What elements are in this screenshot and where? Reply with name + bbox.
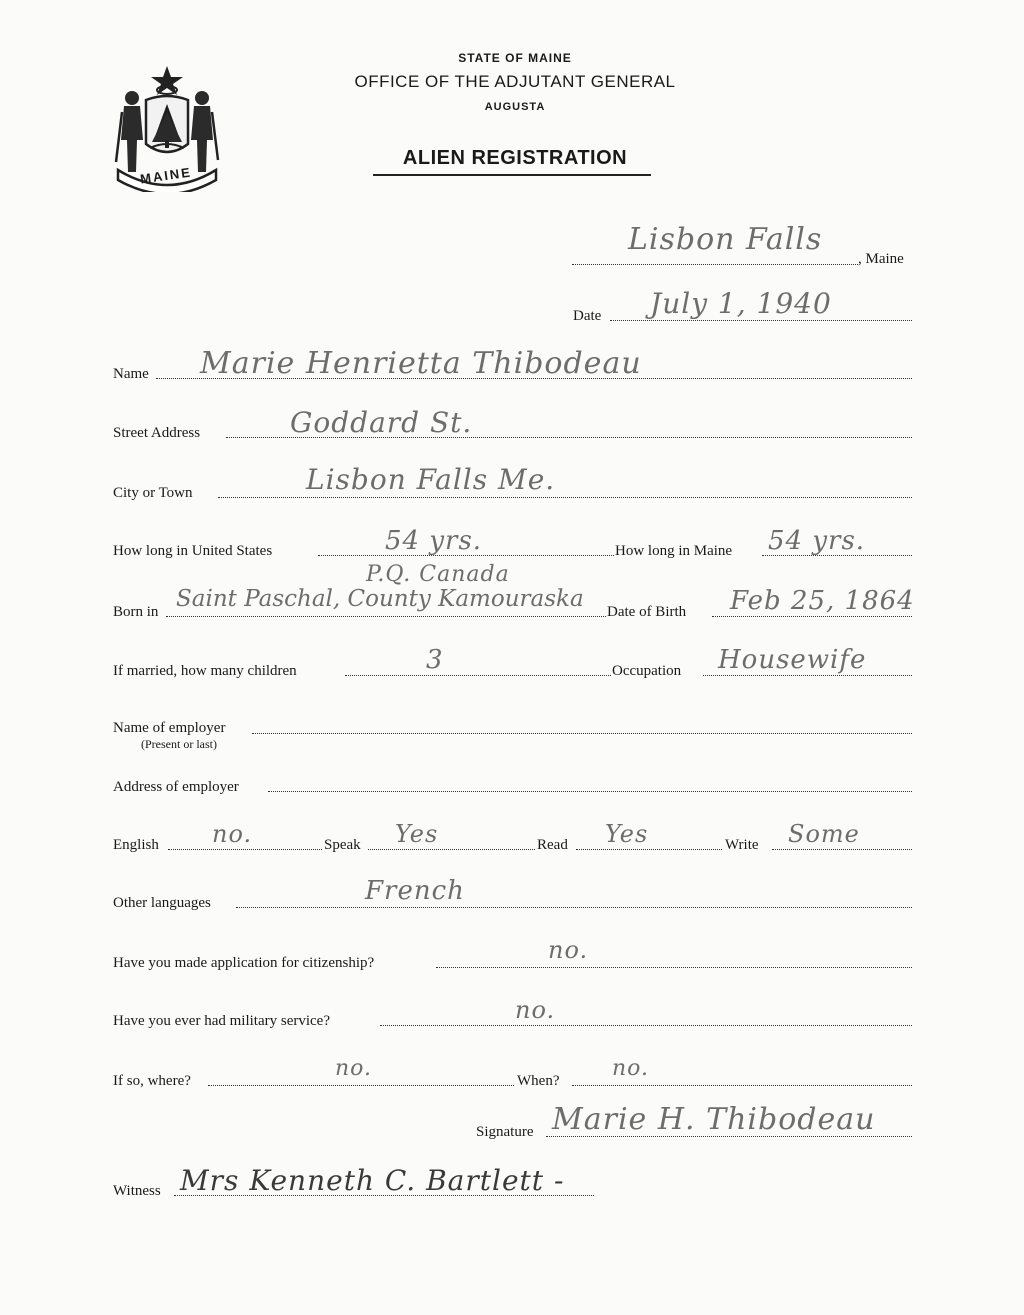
date-label: Date xyxy=(573,308,602,324)
date-value: July 1, 1940 xyxy=(650,287,832,320)
signature-value: Marie H. Thibodeau xyxy=(552,1102,876,1137)
military-value: no. xyxy=(515,996,556,1024)
maine-duration-label: How long in Maine xyxy=(615,543,733,559)
children-label: If married, how many children xyxy=(113,663,297,679)
dob-value: Feb 25, 1864 xyxy=(730,586,915,616)
title-underline xyxy=(373,174,651,176)
birthplace-line2: Saint Paschal, County Kamouraska xyxy=(176,586,584,612)
citizenship-value: no. xyxy=(548,936,589,964)
town-value: Lisbon Falls xyxy=(628,222,823,257)
children-value: 3 xyxy=(426,645,444,675)
city-value: Lisbon Falls Me. xyxy=(306,463,556,496)
name-label: Name xyxy=(113,366,149,382)
street-label: Street Address xyxy=(113,425,201,441)
city-label: City or Town xyxy=(113,485,193,501)
name-value: Marie Henrietta Thibodeau xyxy=(200,346,642,381)
seal-label: MAINE xyxy=(139,164,193,187)
employer-label: Name of employer xyxy=(113,720,226,736)
speak-value: Yes xyxy=(395,820,439,848)
where-value: no. xyxy=(335,1056,373,1081)
witness-value: Mrs Kenneth C. Bartlett - xyxy=(180,1164,565,1197)
us-duration-value: 54 yrs. xyxy=(385,526,483,556)
state-heading: STATE OF MAINE xyxy=(458,51,572,65)
english-label: English xyxy=(113,837,159,853)
citizenship-label: Have you made application for citizenship? xyxy=(113,955,375,971)
when-label: When? xyxy=(517,1073,560,1089)
city-heading: AUGUSTA xyxy=(484,101,546,113)
other-languages-label: Other languages xyxy=(113,895,211,911)
us-duration-label: How long in United States xyxy=(113,543,273,559)
occupation-value: Housewife xyxy=(718,645,867,675)
write-value: Some xyxy=(788,820,860,848)
street-value: Goddard St. xyxy=(290,406,473,439)
where-label: If so, where? xyxy=(113,1073,191,1089)
witness-label: Witness xyxy=(113,1183,161,1199)
born-label: Born in xyxy=(113,604,159,620)
signature-label: Signature xyxy=(476,1124,534,1140)
read-label: Read xyxy=(537,837,568,853)
write-label: Write xyxy=(725,837,759,853)
occupation-label: Occupation xyxy=(612,663,682,679)
birthplace-line1: P.Q. Canada xyxy=(366,562,510,587)
page-title: ALIEN REGISTRATION xyxy=(402,147,628,169)
read-value: Yes xyxy=(605,820,649,848)
military-label: Have you ever had military service? xyxy=(113,1013,330,1029)
town-suffix: , Maine xyxy=(858,251,904,267)
speak-label: Speak xyxy=(324,837,361,853)
employer-address-label: Address of employer xyxy=(113,779,239,795)
when-value: no. xyxy=(612,1056,650,1081)
maine-duration-value: 54 yrs. xyxy=(768,526,866,556)
english-value: no. xyxy=(212,820,253,848)
other-languages-value: French xyxy=(365,876,465,906)
office-heading: OFFICE OF THE ADJUTANT GENERAL xyxy=(354,72,676,91)
dob-label: Date of Birth xyxy=(607,604,687,620)
employer-note: (Present or last) xyxy=(141,737,217,751)
